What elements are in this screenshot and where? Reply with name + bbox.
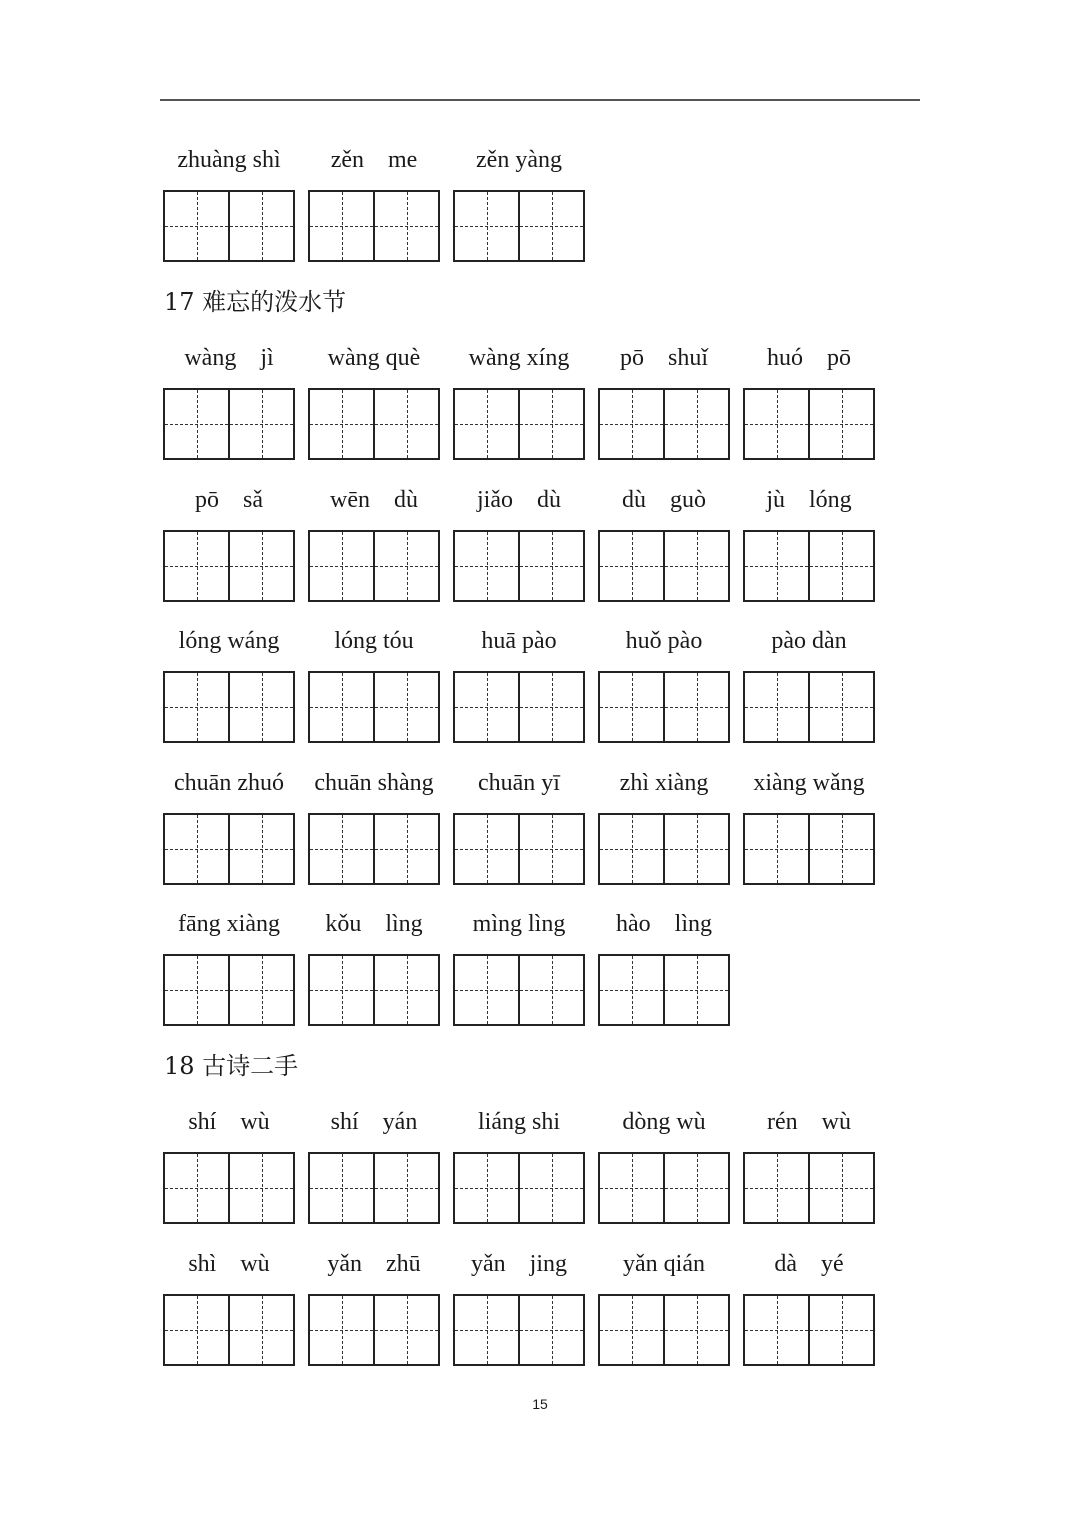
tianzige-grid [453,190,585,262]
pinyin-label: mìng lìng [472,911,566,937]
tianzige-grid [598,954,730,1026]
pinyin-label: jiǎo dù [477,487,561,513]
word-cell [308,1104,440,1224]
character-box[interactable] [808,390,873,458]
pinyin-label: yǎn zhū [327,1251,421,1277]
character-box[interactable] [228,532,293,600]
word-cell [308,906,440,1026]
tianzige-grid [453,671,585,743]
lesson-title: 18 古诗二手 [164,1052,299,1080]
character-box[interactable] [663,673,728,741]
word-cell [163,765,295,885]
word-cell [743,765,875,885]
character-box[interactable] [310,1296,373,1364]
pinyin-label: pō shuǐ [619,345,708,371]
word-cell [163,1104,295,1224]
character-box[interactable] [373,532,438,600]
page-number: 15 [532,1396,548,1412]
character-box[interactable] [745,390,808,458]
character-box[interactable] [600,1154,663,1222]
word-cell [453,1246,585,1366]
character-box[interactable] [310,192,373,260]
character-box[interactable] [310,1154,373,1222]
tianzige-grid [453,813,585,885]
pinyin-label: chuān yī [478,770,560,796]
character-box[interactable] [373,673,438,741]
character-box[interactable] [310,673,373,741]
tianzige-grid [163,388,295,460]
character-box[interactable] [518,390,583,458]
character-box[interactable] [663,815,728,883]
pinyin-label: pō sǎ [195,487,263,513]
pinyin-label: zěn yàng [476,147,562,173]
character-box[interactable] [455,956,518,1024]
tianzige-grid [453,954,585,1026]
pinyin-label: jù lóng [766,487,852,513]
tianzige-grid [598,1294,730,1366]
pinyin-label: huā pào [481,628,557,654]
tianzige-grid [308,1152,440,1224]
character-box[interactable] [228,192,293,260]
character-box[interactable] [808,1154,873,1222]
character-box[interactable] [165,192,228,260]
word-cell [308,1246,440,1366]
character-box[interactable] [518,1154,583,1222]
character-box[interactable] [228,390,293,458]
pinyin-label: lóng wáng [178,628,280,654]
pinyin-label: liáng shi [478,1109,560,1135]
character-box[interactable] [663,532,728,600]
character-box[interactable] [745,1296,808,1364]
pinyin-label: huó pō [767,345,851,371]
character-box[interactable] [518,956,583,1024]
tianzige-grid [308,954,440,1026]
pinyin-label: wàng què [327,345,421,371]
pinyin-label: dù guò [622,487,706,513]
character-box[interactable] [373,192,438,260]
character-box[interactable] [165,1296,228,1364]
character-box[interactable] [600,1296,663,1364]
word-cell [163,623,295,743]
tianzige-grid [163,190,295,262]
character-box[interactable] [310,390,373,458]
exercise-row [163,482,903,602]
character-box[interactable] [228,1154,293,1222]
character-box[interactable] [310,956,373,1024]
character-box[interactable] [228,956,293,1024]
character-box[interactable] [600,815,663,883]
tianzige-grid [453,530,585,602]
tianzige-grid [163,954,295,1026]
pinyin-label: huǒ pào [625,628,703,654]
pinyin-label: wēn dù [330,487,418,513]
pinyin-label: hào lìng [616,911,712,937]
character-box[interactable] [745,532,808,600]
character-box[interactable] [228,1296,293,1364]
word-cell [598,1246,730,1366]
character-box[interactable] [663,390,728,458]
exercise-row [163,765,903,885]
tianzige-grid [308,813,440,885]
pinyin-label: shí yán [330,1109,418,1135]
character-box[interactable] [745,1154,808,1222]
tianzige-grid [743,1152,875,1224]
character-box[interactable] [663,1154,728,1222]
tianzige-grid [598,671,730,743]
word-cell [598,765,730,885]
tianzige-grid [598,388,730,460]
tianzige-grid [308,1294,440,1366]
tianzige-grid [163,813,295,885]
word-cell [308,765,440,885]
tianzige-grid [453,388,585,460]
word-cell [598,623,730,743]
character-box[interactable] [518,192,583,260]
pinyin-label: lóng tóu [334,628,414,654]
tianzige-grid [598,1152,730,1224]
header-rule [160,99,920,101]
character-box[interactable] [165,815,228,883]
word-cell [453,765,585,885]
word-cell [453,482,585,602]
word-cell [743,482,875,602]
character-box[interactable] [455,1154,518,1222]
character-box[interactable] [808,532,873,600]
pinyin-label: shí wù [188,1109,270,1135]
word-cell [453,1104,585,1224]
pinyin-label: yǎn qián [623,1251,705,1277]
exercise-row [163,1246,903,1366]
word-cell [163,906,295,1026]
pinyin-label: dà yé [774,1251,844,1277]
pinyin-label: kǒu lìng [325,911,423,937]
pinyin-label: shì wù [188,1251,270,1277]
character-box[interactable] [663,956,728,1024]
character-box[interactable] [518,673,583,741]
pinyin-label: yǎn jing [471,1251,567,1277]
pinyin-label: zěn me [330,147,418,173]
tianzige-grid [598,530,730,602]
character-box[interactable] [455,673,518,741]
character-box[interactable] [455,192,518,260]
tianzige-grid [163,1152,295,1224]
tianzige-grid [743,671,875,743]
character-box[interactable] [373,956,438,1024]
character-box[interactable] [310,815,373,883]
character-box[interactable] [455,815,518,883]
exercise-row [163,623,903,743]
word-cell [598,340,730,460]
word-cell [453,623,585,743]
word-cell [453,142,585,262]
character-box[interactable] [600,956,663,1024]
word-cell [598,1104,730,1224]
pinyin-label: zhì xiàng [619,770,709,796]
lesson-title: 17 难忘的泼水节 [164,288,347,316]
character-box[interactable] [165,532,228,600]
tianzige-grid [308,671,440,743]
character-box[interactable] [745,673,808,741]
pinyin-label: pào dàn [771,628,847,654]
pinyin-label: chuān zhuó [174,770,284,796]
word-cell [598,906,730,1026]
pinyin-label: xiàng wǎng [753,770,865,796]
word-cell [453,906,585,1026]
character-box[interactable] [228,673,293,741]
character-box[interactable] [373,1296,438,1364]
tianzige-grid [743,813,875,885]
character-box[interactable] [310,532,373,600]
tianzige-grid [743,388,875,460]
character-box[interactable] [600,673,663,741]
tianzige-grid [163,671,295,743]
word-cell [163,482,295,602]
word-cell [308,623,440,743]
word-cell [163,1246,295,1366]
tianzige-grid [453,1294,585,1366]
character-box[interactable] [518,1296,583,1364]
tianzige-grid [308,388,440,460]
character-box[interactable] [165,673,228,741]
character-box[interactable] [165,956,228,1024]
tianzige-grid [163,1294,295,1366]
word-cell [743,340,875,460]
tianzige-grid [163,530,295,602]
character-box[interactable] [808,815,873,883]
tianzige-grid [743,1294,875,1366]
character-box[interactable] [455,390,518,458]
word-cell [743,1104,875,1224]
exercise-row [163,340,903,460]
pinyin-label: rén wù [767,1109,851,1135]
character-box[interactable] [165,1154,228,1222]
character-box[interactable] [373,1154,438,1222]
word-cell [308,142,440,262]
character-box[interactable] [663,1296,728,1364]
word-cell [743,623,875,743]
pinyin-label: zhuàng shì [177,147,281,173]
word-cell [308,482,440,602]
tianzige-grid [743,530,875,602]
character-box[interactable] [228,815,293,883]
word-cell [598,482,730,602]
pinyin-label: dòng wù [622,1109,706,1135]
word-cell [453,340,585,460]
tianzige-grid [308,530,440,602]
tianzige-grid [598,813,730,885]
character-box[interactable] [455,1296,518,1364]
character-box[interactable] [455,532,518,600]
character-box[interactable] [600,390,663,458]
pinyin-label: wàng xíng [468,345,570,371]
character-box[interactable] [745,815,808,883]
tianzige-grid [453,1152,585,1224]
word-cell [163,142,295,262]
character-box[interactable] [373,390,438,458]
pinyin-label: chuān shàng [314,770,434,796]
word-cell [743,1246,875,1366]
exercise-row [163,1104,903,1224]
pinyin-label: fāng xiàng [178,911,280,937]
character-box[interactable] [518,532,583,600]
exercise-row [163,906,903,1026]
pinyin-label: wàng jì [184,345,274,371]
tianzige-grid [308,190,440,262]
word-cell [308,340,440,460]
character-box[interactable] [808,1296,873,1364]
character-box[interactable] [808,673,873,741]
word-cell [163,340,295,460]
character-box[interactable] [165,390,228,458]
character-box[interactable] [518,815,583,883]
exercise-row [163,142,903,262]
character-box[interactable] [600,532,663,600]
character-box[interactable] [373,815,438,883]
